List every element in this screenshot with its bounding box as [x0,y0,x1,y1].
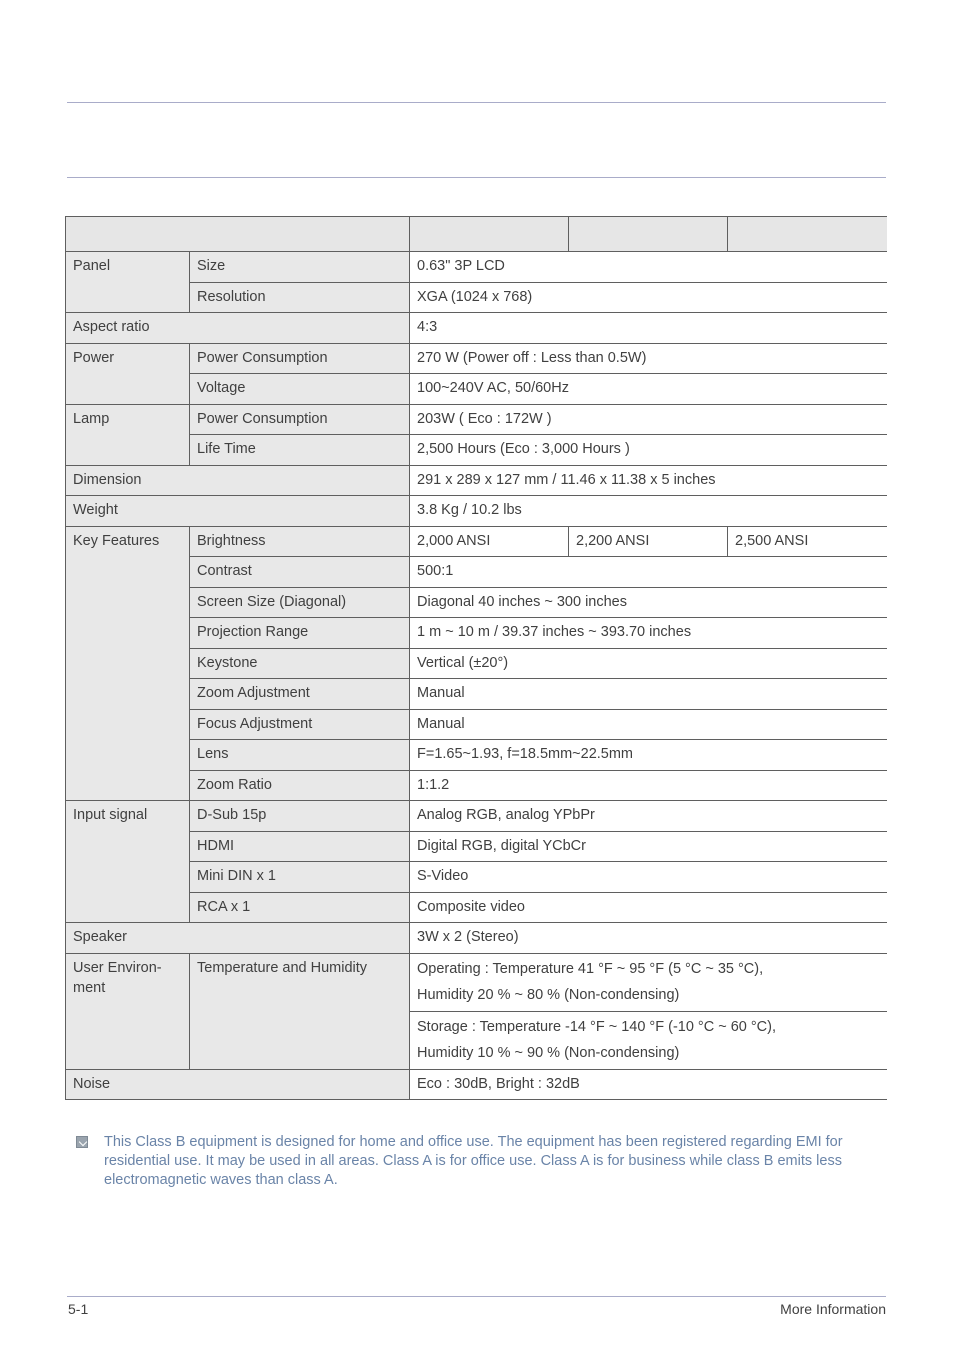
row-value-model-1: 2,000 ANSI [410,526,569,557]
row-label: Noise [66,1069,410,1100]
note-icon [76,1136,88,1148]
table-row [66,770,887,801]
table-row [66,923,887,954]
row-value: 291 x 289 x 127 mm / 11.46 x 11.38 x 5 inches [410,465,887,496]
row-sub-label: Temperature and Humidity [190,953,410,1069]
table-row [66,374,887,405]
table-row [66,496,887,527]
table-row [66,343,887,374]
row-sub-label: Brightness [190,526,410,557]
row-value: 2,500 Hours (Eco : 3,000 Hours ) [410,435,887,466]
row-value-model-2: 2,200 ANSI [569,526,728,557]
header-cell-model-1 [410,217,569,252]
row-value-storage [410,1011,887,1069]
row-value: 3W x 2 (Stereo) [410,923,887,954]
row-value: Eco : 30dB, Bright : 32dB [410,1069,887,1100]
row-value: Manual [410,709,887,740]
table-row [66,282,887,313]
row-value: 1:1.2 [410,770,887,801]
table-row [66,435,887,466]
row-value: 500:1 [410,557,887,588]
table-row [66,648,887,679]
row-value: Diagonal 40 inches ~ 300 inches [410,587,887,618]
row-value: 203W ( Eco : 172W ) [410,404,887,435]
table-row [66,801,887,832]
operating-line-2: Humidity 20 % ~ 80 % (Non-condensing) [417,986,680,1003]
row-sub-label: Resolution [190,282,410,313]
footer-rule [67,1296,886,1297]
table-row [66,679,887,710]
specifications-table [65,216,887,1100]
row-sub-label: Voltage [190,374,410,405]
row-sub-label: Focus Adjustment [190,709,410,740]
row-value: XGA (1024 x 768) [410,282,887,313]
row-sub-label: Keystone [190,648,410,679]
table-row [66,404,887,435]
row-value: 1 m ~ 10 m / 39.37 inches ~ 393.70 inches [410,618,887,649]
header-cell-item [66,217,410,252]
row-value: 270 W (Power off : Less than 0.5W) [410,343,887,374]
table-row [66,526,887,557]
storage-line-2: Humidity 10 % ~ 90 % (Non-condensing) [417,1044,680,1061]
table-row [66,709,887,740]
row-value: 3.8 Kg / 10.2 lbs [410,496,887,527]
row-value: Manual [410,679,887,710]
row-sub-label: Zoom Ratio [190,770,410,801]
row-label: Weight [66,496,410,527]
row-sub-label: Mini DIN x 1 [190,862,410,893]
table-row [66,1069,887,1100]
class-b-note [76,1133,856,1190]
row-group-label: Input signal [66,801,190,923]
row-sub-label: Contrast [190,557,410,588]
row-label: Dimension [66,465,410,496]
row-sub-label: Power Consumption [190,404,410,435]
header-cell-model-2 [569,217,728,252]
row-sub-label: RCA x 1 [190,892,410,923]
row-value-model-3: 2,500 ANSI [728,526,887,557]
row-sub-label: Screen Size (Diagonal) [190,587,410,618]
section-title: More Information [780,1301,886,1317]
row-sub-label: Lens [190,740,410,771]
row-sub-label: Zoom Adjustment [190,679,410,710]
header-rule-bottom [67,177,886,178]
row-value: Analog RGB, analog YPbPr [410,801,887,832]
table-row [66,740,887,771]
row-sub-label: Life Time [190,435,410,466]
row-value-operating [410,953,887,1011]
row-sub-label: Power Consumption [190,343,410,374]
header-rule-top [67,102,886,103]
table-header-row [66,217,887,252]
row-sub-label: HDMI [190,831,410,862]
row-value: Composite video [410,892,887,923]
row-value: 0.63" 3P LCD [410,252,887,283]
storage-line-1: Storage : Temperature -14 °F ~ 140 °F (-10 °C ~ 60 °C), [417,1018,777,1035]
table-row [66,465,887,496]
table-row [66,557,887,588]
row-group-label: Key Features [66,526,190,801]
row-value: 4:3 [410,313,887,344]
row-value: Vertical (±20°) [410,648,887,679]
page-number: 5-1 [68,1301,89,1317]
table-row [66,252,887,283]
row-label: Speaker [66,923,410,954]
table-row [66,831,887,862]
row-value: S-Video [410,862,887,893]
row-sub-label: Projection Range [190,618,410,649]
group-label-line-2: ment [73,979,106,996]
table-row [66,892,887,923]
note-text: This Class B equipment is designed for home and office use. The equipment has been registered regarding EMI for residential use. It may be used in all areas. Class A is for office use. Class A is for business while class B emits less electromagnetic waves than class A. [104,1134,843,1188]
row-group-label: Power [66,343,190,404]
table-row [66,953,887,1011]
table-row [66,313,887,344]
table-row [66,618,887,649]
row-sub-label: Size [190,252,410,283]
row-group-label [66,953,190,1069]
table-row [66,862,887,893]
header-cell-model-3 [728,217,887,252]
operating-line-1: Operating : Temperature 41 °F ~ 95 °F (5 °C ~ 35 °C), [417,960,764,977]
row-sub-label: D-Sub 15p [190,801,410,832]
group-label-line-1: User Environ- [73,959,162,976]
table-row [66,587,887,618]
row-value: F=1.65~1.93, f=18.5mm~22.5mm [410,740,887,771]
row-group-label: Lamp [66,404,190,465]
row-value: 100~240V AC, 50/60Hz [410,374,887,405]
row-group-label: Panel [66,252,190,313]
row-value: Digital RGB, digital YCbCr [410,831,887,862]
row-label: Aspect ratio [66,313,410,344]
